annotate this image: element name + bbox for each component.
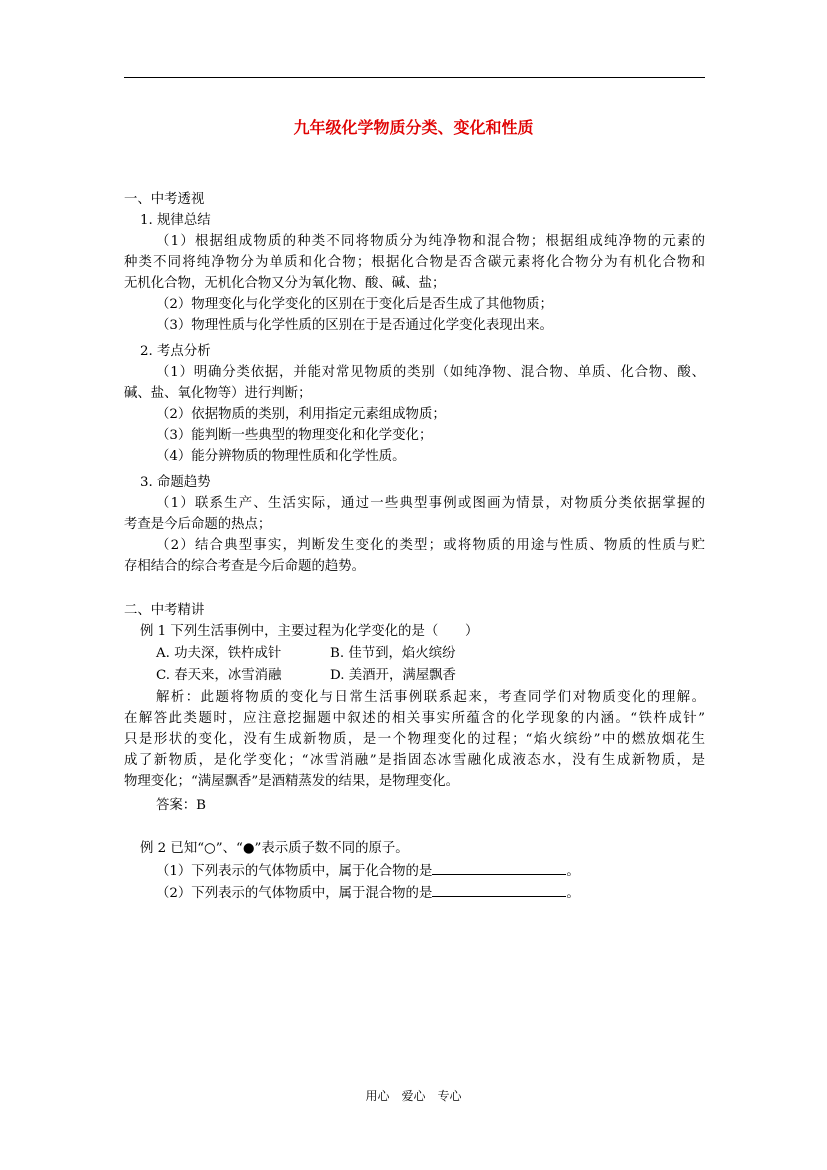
ex1-stem: 例 1 下列生活事例中，主要过程为化学变化的是（ ） [140,624,479,639]
s2-p4: （4）能分辨物质的物理性质和化学性质。 [156,449,406,464]
ex1-option-b: B. 佳节到，焰火缤纷 [330,646,456,661]
answer-blank[interactable] [432,882,566,897]
ex2-question1-text: （1）下列表示的气体物质中，属于化合物的是 [156,864,433,879]
s1-heading: 1. 规律总结 [140,213,211,228]
document-title: 九年级化学物质分类、变化和性质 [293,118,534,137]
header-rule [124,77,705,78]
ex1-analysis-line4: 成了新物质，是化学变化；“冰雪消融”是指固态冰雪融化成液态水，没有生成新物质，是 [124,753,705,768]
period: 。 [566,864,580,879]
s2-p1-line1: （1）明确分类依据，并能对常见物质的类别（如纯净物、混合物、单质、化合物、酸、 [156,365,705,380]
ex1-answer: 答案：B [156,798,207,813]
s2-p1-line2: 碱、盐、氧化物等）进行判断； [124,386,312,401]
s1-p1-line2: 种类不同将纯净物分为单质和化合物；根据化合物是否含碳元素将化合物分为有机化合物和 [124,255,705,270]
s3-p1-line2: 考查是今后命题的热点； [124,517,272,532]
s1-p1-line1: （1）根据组成物质的种类不同将物质分为纯净物和混合物；根据组成纯净物的元素的 [156,234,705,249]
s1-p2: （2）物理变化与化学变化的区别在于变化后是否生成了其他物质； [156,297,553,312]
s1-p1-line3: 无机化合物，无机化合物又分为氧化物、酸、碱、盐； [124,276,446,291]
ex2-question2-text: （2）下列表示的气体物质中，属于混合物的是 [156,886,433,901]
s3-p2-line2: 存相结合的综合考查是今后命题的趋势。 [124,559,366,574]
s3-heading: 3. 命题趋势 [140,475,211,490]
page-footer: 用心 爱心 专心 [365,1089,462,1103]
ex2-stem: 例 2 已知“○”、“●”表示质子数不同的原子。 [140,841,409,856]
ex1-analysis-line2: 在解答此类题时，应注意挖掘题中叙述的相关事实所蕴含的化学现象的内涵。“铁杵成针” [124,711,705,726]
s2-p2: （2）依据物质的类别，利用指定元素组成物质； [156,407,446,422]
s2-p3: （3）能判断一些典型的物理变化和化学变化； [156,428,433,443]
ex1-option-c: C. 春天来，冰雪消融 [156,668,282,683]
ex2-question2 [156,882,580,904]
ex1-option-a: A. 功夫深，铁杵成针 [156,646,282,661]
answer-blank[interactable] [432,860,566,875]
ex1-option-d: D. 美酒开，满屋飘香 [330,668,456,683]
ex1-analysis-line1: 解析：此题将物质的变化与日常生活事例联系起来，考查同学们对物质变化的理解。 [156,690,705,705]
ex2-question1 [156,860,580,882]
period: 。 [566,886,580,901]
section2-heading: 二、中考精讲 [124,603,205,618]
section1-heading: 一、中考透视 [124,192,205,207]
s1-p3: （3）物理性质与化学性质的区别在于是否通过化学变化表现出来。 [156,318,553,333]
s2-heading: 2. 考点分析 [140,344,211,359]
ex1-analysis-line3: 只是形状的变化，没有生成新物质，是一个物理变化的过程；“焰火缤纷”中的燃放烟花生 [124,732,705,747]
ex1-analysis-line5: 物理变化；“满屋飘香”是酒精蒸发的结果，是物理变化。 [124,774,460,789]
s3-p2-line1: （2）结合典型事实，判断发生变化的类型；或将物质的用途与性质、物质的性质与贮 [156,538,705,553]
s3-p1-line1: （1）联系生产、生活实际，通过一些典型事例或图画为情景，对物质分类依据掌握的 [156,496,705,511]
